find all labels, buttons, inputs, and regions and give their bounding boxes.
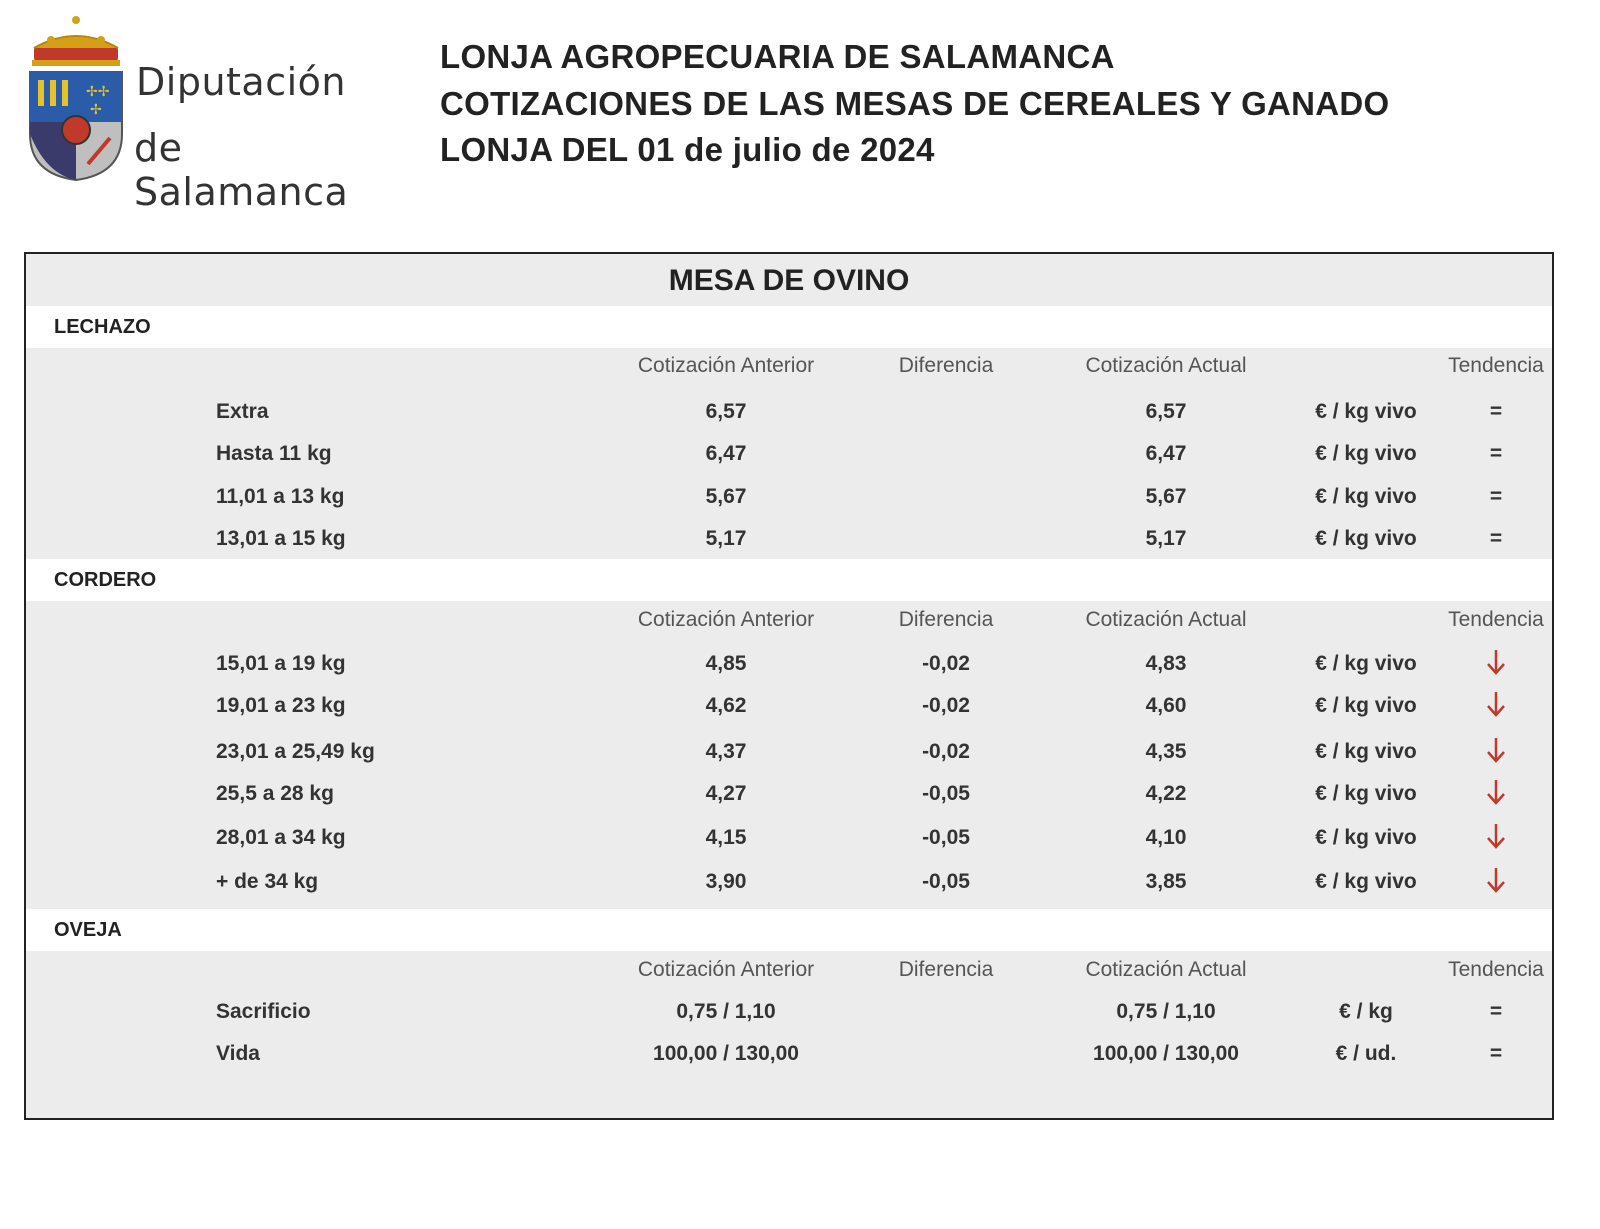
current-price: 6,47 — [1145, 442, 1187, 465]
row-label: Sacrificio — [216, 1000, 311, 1023]
row-label: Hasta 11 kg — [216, 442, 332, 465]
previous-price: 0,75 / 1,10 — [676, 1000, 776, 1023]
arrow-down-icon — [1485, 778, 1507, 806]
price-unit: € / kg — [1339, 1000, 1393, 1023]
column-header-act: Cotización Actual — [1085, 958, 1247, 981]
column-header-prev: Cotización Anterior — [637, 608, 815, 631]
trend-indicator — [1456, 400, 1536, 424]
page-subtitle: COTIZACIONES DE LAS MESAS DE CEREALES Y GANADO — [440, 85, 1390, 122]
table-row — [26, 442, 1552, 478]
arrow-down-icon — [1485, 822, 1507, 850]
trend-indicator — [1456, 485, 1536, 509]
row-label: Extra — [216, 400, 269, 423]
arrow-down-icon — [1485, 866, 1507, 894]
previous-price: 6,57 — [705, 400, 747, 423]
previous-price: 4,15 — [705, 826, 747, 849]
previous-price: 5,17 — [705, 527, 747, 550]
column-header-prev: Cotización Anterior — [637, 958, 815, 981]
table-row — [26, 782, 1552, 818]
price-unit: € / kg vivo — [1315, 740, 1417, 763]
previous-price: 4,27 — [705, 782, 747, 805]
trend-indicator — [1456, 740, 1536, 764]
previous-price: 4,37 — [705, 740, 747, 763]
price-unit: € / kg vivo — [1315, 400, 1417, 423]
current-price: 5,17 — [1145, 527, 1187, 550]
section-band — [26, 306, 1552, 348]
previous-price: 100,00 / 130,00 — [653, 1042, 799, 1065]
column-header-trend: Tendencia — [1448, 958, 1544, 981]
section-label: OVEJA — [54, 919, 122, 941]
coat-of-arms-icon — [26, 14, 126, 184]
org-name-line2: de Salamanca — [134, 126, 349, 214]
price-difference: -0,05 — [922, 782, 970, 805]
table-row — [26, 1000, 1552, 1036]
svg-text:✢✢: ✢✢ — [86, 84, 110, 100]
current-price: 100,00 / 130,00 — [1093, 1042, 1239, 1065]
column-header-act: Cotización Actual — [1085, 608, 1247, 631]
previous-price: 4,62 — [705, 694, 747, 717]
section-label: LECHAZO — [54, 316, 151, 338]
column-header-trend: Tendencia — [1448, 354, 1544, 377]
current-price: 4,10 — [1145, 826, 1187, 849]
trend-indicator — [1456, 826, 1536, 850]
table-row — [26, 527, 1552, 563]
table-row — [26, 694, 1552, 730]
price-unit: € / kg vivo — [1315, 652, 1417, 675]
section-band — [26, 559, 1552, 601]
current-price: 4,22 — [1145, 782, 1187, 805]
trend-equal: = — [1489, 1042, 1503, 1065]
arrow-down-icon — [1485, 648, 1507, 676]
price-unit: € / kg vivo — [1315, 485, 1417, 508]
row-label: 15,01 a 19 kg — [216, 652, 346, 675]
trend-indicator — [1456, 652, 1536, 676]
row-label: 23,01 a 25,49 kg — [216, 740, 375, 763]
price-difference: -0,05 — [922, 826, 970, 849]
trend-indicator — [1456, 527, 1536, 551]
previous-price: 5,67 — [705, 485, 747, 508]
section-band — [26, 909, 1552, 951]
current-price: 4,83 — [1145, 652, 1187, 675]
current-price: 4,35 — [1145, 740, 1187, 763]
current-price: 5,67 — [1145, 485, 1187, 508]
column-header-trend: Tendencia — [1448, 608, 1544, 631]
svg-text:✢: ✢ — [90, 102, 102, 118]
price-unit: € / kg vivo — [1315, 826, 1417, 849]
trend-indicator — [1456, 442, 1536, 466]
trend-equal: = — [1489, 527, 1503, 550]
trend-indicator — [1456, 782, 1536, 806]
current-price: 0,75 / 1,10 — [1116, 1000, 1216, 1023]
previous-price: 4,85 — [705, 652, 747, 675]
trend-equal: = — [1489, 1000, 1503, 1023]
column-header-diff: Diferencia — [898, 958, 994, 981]
row-label: 11,01 a 13 kg — [216, 485, 345, 508]
table-row — [26, 652, 1552, 688]
trend-equal: = — [1489, 485, 1503, 508]
price-unit: € / ud. — [1335, 1042, 1397, 1065]
table-row — [26, 485, 1552, 521]
row-label: + de 34 kg — [216, 870, 319, 893]
table-row — [26, 400, 1552, 436]
table-row — [26, 740, 1552, 776]
column-header-prev: Cotización Anterior — [637, 354, 815, 377]
row-label: 25,5 a 28 kg — [216, 782, 334, 805]
trend-indicator — [1456, 694, 1536, 718]
table-row — [26, 1042, 1552, 1078]
current-price: 6,57 — [1145, 400, 1187, 423]
trend-indicator — [1456, 1000, 1536, 1024]
price-difference: -0,02 — [922, 740, 970, 763]
org-name-line1: Diputación — [136, 60, 346, 104]
price-unit: € / kg vivo — [1315, 527, 1417, 550]
table-title: MESA DE OVINO — [668, 264, 910, 297]
diputacion-logo — [26, 14, 376, 214]
row-label: 19,01 a 23 kg — [216, 694, 346, 717]
table-row — [26, 870, 1552, 906]
column-header-diff: Diferencia — [898, 354, 994, 377]
column-header-diff: Diferencia — [898, 608, 994, 631]
price-table — [24, 252, 1554, 1120]
arrow-down-icon — [1485, 736, 1507, 764]
price-unit: € / kg vivo — [1315, 442, 1417, 465]
page-title: LONJA AGROPECUARIA DE SALAMANCA — [440, 38, 1115, 75]
price-unit: € / kg vivo — [1315, 782, 1417, 805]
column-header-act: Cotización Actual — [1085, 354, 1247, 377]
row-label: Vida — [216, 1042, 260, 1065]
price-difference: -0,02 — [922, 694, 970, 717]
row-label: 13,01 a 15 kg — [216, 527, 346, 550]
table-row — [26, 826, 1552, 862]
trend-equal: = — [1489, 442, 1503, 465]
price-difference: -0,05 — [922, 870, 970, 893]
section-label: CORDERO — [54, 569, 157, 591]
trend-indicator — [1456, 1042, 1536, 1066]
price-difference: -0,02 — [922, 652, 970, 675]
row-label: 28,01 a 34 kg — [216, 826, 346, 849]
current-price: 4,60 — [1145, 694, 1187, 717]
trend-indicator — [1456, 870, 1536, 894]
previous-price: 3,90 — [705, 870, 747, 893]
price-unit: € / kg vivo — [1315, 694, 1417, 717]
previous-price: 6,47 — [705, 442, 747, 465]
price-unit: € / kg vivo — [1315, 870, 1417, 893]
current-price: 3,85 — [1145, 870, 1187, 893]
page-date: LONJA DEL 01 de julio de 2024 — [440, 131, 935, 168]
trend-equal: = — [1489, 400, 1503, 423]
arrow-down-icon — [1485, 690, 1507, 718]
